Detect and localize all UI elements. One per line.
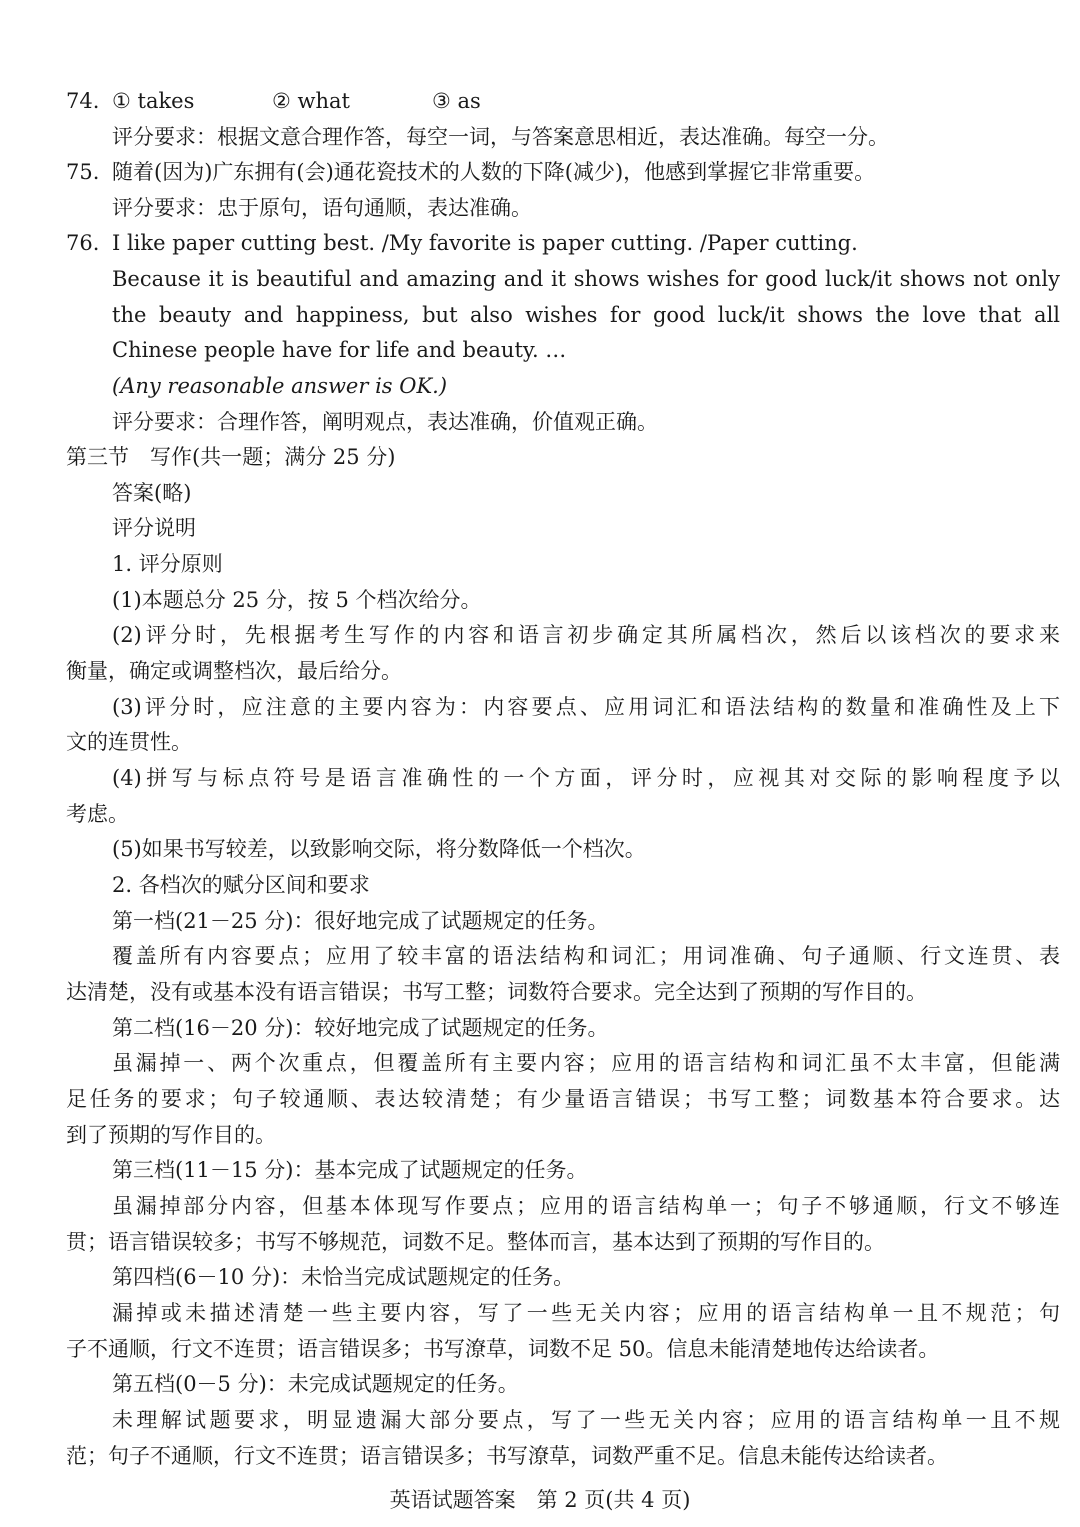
level-5-title: 第五档(0－5 分)：未完成试题规定的任务。 — [112, 1372, 519, 1396]
q76-answer-line1: I like paper cutting best. /My favorite is paper cutting. /Paper cutting. — [112, 231, 858, 255]
q76-scoring: 评分要求：合理作答，阐明观点，表达准确，价值观正确。 — [112, 410, 658, 434]
section3-heading: 第三节 写作(共一题；满分 25 分) — [66, 445, 396, 469]
level-4-desc-line2: 子不通顺，行文不连贯；语言错误多；书写潦草，词数不足 50。信息未能清楚地传达给读者。 — [66, 1337, 940, 1361]
level-1-desc-line2: 达清楚，没有或基本没有语言错误；书写工整；词数符合要求。完全达到了预期的写作目的。 — [66, 980, 927, 1004]
level-2-desc-line1: 虽漏掉一、两个次重点，但覆盖所有主要内容；应用的语言结构和词汇虽不太丰富，但能满 — [112, 1051, 1060, 1075]
level-1-title: 第一档(21－25 分)：很好地完成了试题规定的任务。 — [112, 909, 609, 933]
principle-1: (1)本题总分 25 分，按 5 个档次给分。 — [112, 588, 482, 612]
page-footer: 英语试题答案 第 2 页(共 4 页) — [389, 1488, 691, 1512]
principle-2-line2: 衡量，确定或调整档次，最后给分。 — [66, 659, 402, 683]
q74-option-2: ② what — [272, 89, 350, 113]
q76-note: (Any reasonable answer is OK.) — [112, 374, 448, 398]
principle-2-line1: (2)评分时，先根据考生写作的内容和语言初步确定其所属档次，然后以该档次的要求来 — [112, 623, 1060, 647]
level-4-desc-line1: 漏掉或未描述清楚一些主要内容，写了一些无关内容；应用的语言结构单一且不规范；句 — [112, 1301, 1060, 1325]
principle-3-line1: (3)评分时，应注意的主要内容为：内容要点、应用词汇和语法结构的数量和准确性及上下 — [112, 695, 1060, 719]
principle-3-line2: 文的连贯性。 — [66, 730, 192, 754]
level-2-desc-line3: 到了预期的写作目的。 — [66, 1123, 276, 1147]
q75-answer-line — [66, 155, 875, 189]
q74-number: 74. — [66, 89, 100, 113]
level-1-desc-line1: 覆盖所有内容要点；应用了较丰富的语法结构和词汇；用词准确、句子通顺、行文连贯、表 — [112, 944, 1060, 968]
q76-number: 76. — [66, 231, 100, 255]
section3-answer: 答案(略) — [112, 481, 192, 505]
q76-answer-line — [66, 226, 858, 260]
q76-answer-line3: the beauty and happiness, but also wishes for good luck/it shows the love that all — [112, 303, 1060, 327]
q74-answer-line — [66, 84, 481, 118]
scoring-explanation-title: 评分说明 — [112, 516, 196, 540]
q75-answer: 随着(因为)广东拥有(会)通花瓷技术的人数的下降(减少)，他感到掌握它非常重要。 — [112, 160, 876, 184]
level-3-desc-line1: 虽漏掉部分内容，但基本体现写作要点；应用的语言结构单一；句子不够通顺，行文不够连 — [112, 1194, 1060, 1218]
q76-answer-line4: Chinese people have for life and beauty. … — [112, 338, 567, 362]
level-3-title: 第三档(11－15 分)：基本完成了试题规定的任务。 — [112, 1158, 588, 1182]
level-5-desc-line1: 未理解试题要求，明显遗漏大部分要点，写了一些无关内容；应用的语言结构单一且不规 — [112, 1408, 1060, 1432]
principle-4-line1: (4)拼写与标点符号是语言准确性的一个方面，评分时，应视其对交际的影响程度予以 — [112, 766, 1060, 790]
level-2-title: 第二档(16－20 分)：较好地完成了试题规定的任务。 — [112, 1016, 609, 1040]
level-5-desc-line2: 范；句子不通顺，行文不连贯；语言错误多；书写潦草，词数严重不足。信息未能传达给读者。 — [66, 1444, 948, 1468]
principles-title: 1. 评分原则 — [112, 552, 223, 576]
level-4-title: 第四档(6－10 分)：未恰当完成试题规定的任务。 — [112, 1265, 575, 1289]
levels-title: 2. 各档次的赋分区间和要求 — [112, 873, 370, 897]
q75-scoring: 评分要求：忠于原句，语句通顺，表达准确。 — [112, 196, 532, 220]
q76-answer-line2: Because it is beautiful and amazing and it shows wishes for good luck/it shows not only — [112, 267, 1060, 291]
principle-5: (5)如果书写较差，以致影响交际，将分数降低一个档次。 — [112, 837, 646, 861]
principle-4-line2: 考虑。 — [66, 802, 129, 826]
level-2-desc-line2: 足任务的要求；句子较通顺、表达较清楚；有少量语言错误；书写工整；词数基本符合要求。达 — [66, 1087, 1060, 1111]
q74-option-1: ① takes — [112, 89, 195, 113]
q75-number: 75. — [66, 160, 100, 184]
q74-scoring: 评分要求：根据文意合理作答，每空一词，与答案意思相近，表达准确。每空一分。 — [112, 125, 889, 149]
q74-option-3: ③ as — [432, 89, 481, 113]
level-3-desc-line2: 贯；语言错误较多；书写不够规范，词数不足。整体而言，基本达到了预期的写作目的。 — [66, 1230, 885, 1254]
